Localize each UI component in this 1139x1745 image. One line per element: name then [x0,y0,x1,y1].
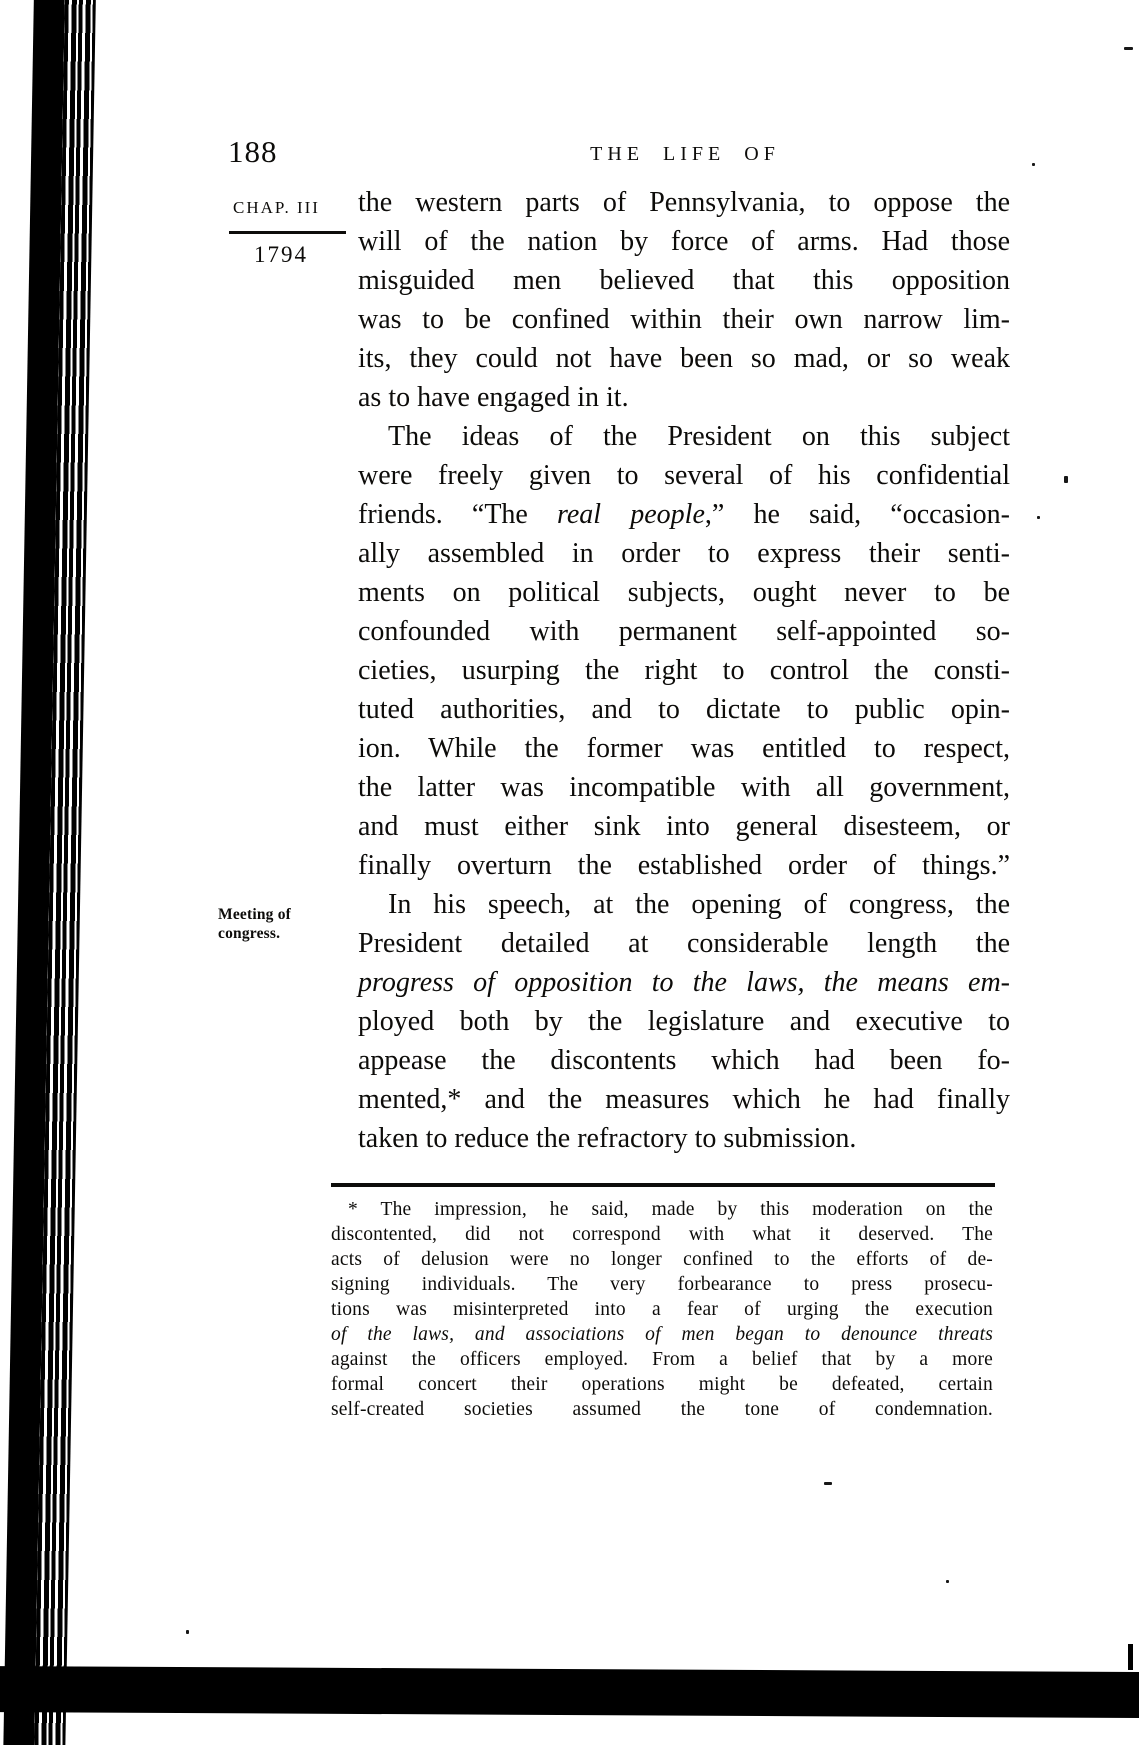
text-line [358,1080,1010,1119]
text-segment: its, they could not have been so mad, or so weak [358,343,1010,374]
text-line [358,846,1010,885]
text-segment: mented,* and the measures which he had finally [358,1084,1010,1115]
scan-speck [946,1580,949,1583]
text-line [358,963,1010,1002]
text-line [358,573,1010,612]
text-line [358,417,1010,456]
text-segment: tions was misinterpreted into a fear of urging the execution [331,1299,993,1320]
scan-speck [1064,476,1068,483]
text-segment: cieties, usurping the right to control the consti- [358,655,1010,686]
text-line [358,222,1010,261]
text-line [358,534,1010,573]
text-line [331,1297,993,1322]
text-segment: progress of opposition to the laws, the means em- [358,967,1010,998]
scan-speck [824,1482,832,1485]
text-segment: the latter was incompatible with all government, [358,772,1010,803]
text-line [358,378,1010,417]
text-segment: confounded with permanent self-appointed so- [358,616,1010,647]
text-line [358,885,1010,924]
text-line [331,1322,993,1347]
text-line [358,495,1010,534]
text-line [358,729,1010,768]
text-segment: acts of delusion were no longer confined to the efforts of de- [331,1249,993,1270]
text-segment: self-created societies assumed the tone of condemnation. [331,1399,993,1420]
text-line [358,651,1010,690]
text-line [358,339,1010,378]
binding-gutter-shadow [0,0,140,1745]
text-segment: will of the nation by force of arms. Had those [358,226,1010,257]
scan-speck [186,1630,189,1634]
scan-speck [1032,163,1035,166]
text-segment: The ideas of the President on this subject [388,421,1010,452]
text-segment: were freely given to several of his confidential [358,460,1010,491]
text-segment: friends. “The [358,499,558,530]
text-segment: appease the discontents which had been fo- [358,1045,1010,1076]
text-segment: President detailed at considerable length the [358,928,1010,959]
body-text-column [358,183,1010,1158]
text-line [358,456,1010,495]
text-segment: ally assembled in order to express their senti- [358,538,1010,569]
text-line [331,1272,993,1297]
text-segment: In his speech, at the opening of congress, the [388,889,1010,920]
text-line [358,1002,1010,1041]
text-segment: misguided men believed that this opposition [358,265,1010,296]
text-line [331,1397,993,1422]
text-line [358,261,1010,300]
scan-speck [1037,516,1040,519]
text-line [331,1247,993,1272]
page-bottom-edge-shadow [0,1666,1139,1718]
sidenote-meeting-of-congress: Meeting of congress. [218,906,292,942]
sidenote-rule [229,231,346,234]
running-header: THE LIFE OF [590,143,780,165]
text-segment: of the laws, and associations of men began to denounce threats [331,1324,993,1345]
text-segment: tuted authorities, and to dictate to public opin- [358,694,1010,725]
text-segment: finally overturn the established order of things.” [358,850,1010,881]
text-line [358,768,1010,807]
text-line [358,807,1010,846]
sidenote-chapter: CHAP. III [233,198,320,217]
text-segment: formal concert their operations might be defeated, certain [331,1374,993,1395]
text-line [331,1222,993,1247]
footnote-text-block [331,1197,993,1422]
text-line [358,300,1010,339]
page-number: 188 [228,134,278,169]
text-segment: and must either sink into general disesteem, or [358,811,1010,842]
text-line [358,612,1010,651]
text-line [331,1347,993,1372]
text-segment: as to have engaged in it. [358,382,629,413]
text-segment: * The impression, he said, made by this moderation on the [348,1199,993,1220]
text-segment: taken to reduce the refractory to submission. [358,1123,857,1154]
footnote-rule [331,1183,995,1187]
text-segment: discontented, did not correspond with what it deserved. The [331,1224,993,1245]
text-line [358,690,1010,729]
text-line [358,183,1010,222]
text-line [331,1197,993,1222]
text-segment: real people [557,499,705,530]
text-segment: ion. While the former was entitled to respect, [358,733,1010,764]
text-segment: ployed both by the legislature and executive to [358,1006,1010,1037]
text-segment: the western parts of Pennsylvania, to oppose the [358,187,1010,218]
text-segment: against the officers employed. From a belief that by a more [331,1349,993,1370]
text-segment: was to be confined within their own narrow lim- [358,304,1010,335]
text-line [358,1119,1010,1158]
scan-edge-mark [1128,1644,1133,1670]
scan-speck [1124,47,1133,50]
text-line [358,1041,1010,1080]
text-segment: ,” he said, “occasion- [704,499,1010,530]
text-line [331,1372,993,1397]
sidenote-year: 1794 [254,242,308,267]
text-segment: signing individuals. The very forbearance to press prosecu- [331,1274,993,1295]
text-segment: ments on political subjects, ought never to be [358,577,1010,608]
text-line [358,924,1010,963]
